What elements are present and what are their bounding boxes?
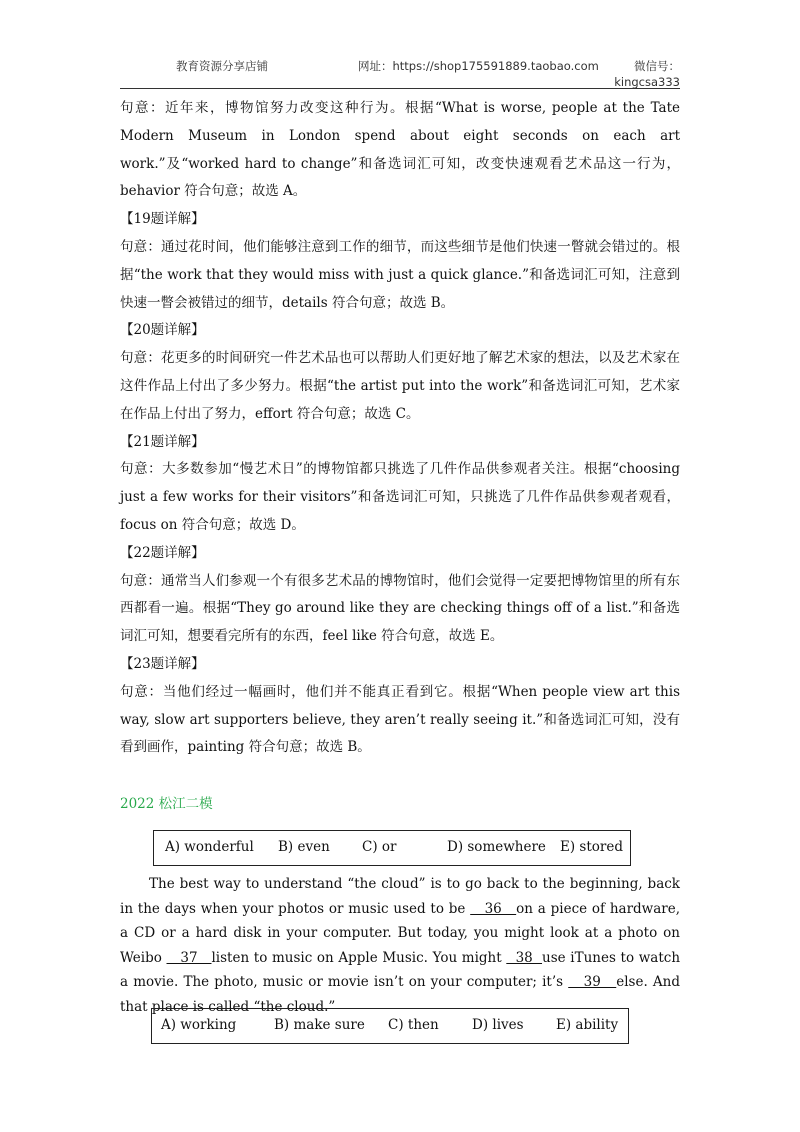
word-option: A) wonderful	[165, 839, 254, 855]
blank-38: 38	[506, 949, 543, 966]
word-option: E) stored	[560, 839, 623, 855]
word-option: D) lives	[472, 1017, 524, 1033]
word-option: B) make sure	[274, 1017, 365, 1033]
shop-name: 教育资源分享店铺	[176, 59, 268, 73]
word-option: A) working	[161, 1017, 237, 1033]
passage-text: listen to music on Apple Music. You might	[211, 949, 507, 966]
passage-text: on a piece of hardware, a CD or a hard disk in your computer. But today, you might look at a photo on Weibo	[120, 900, 681, 966]
question-heading: 【23题详解】	[120, 655, 205, 672]
word-option: B) even	[278, 839, 330, 855]
blank-39: 39	[568, 974, 617, 990]
wechat-id: kingcsa333	[614, 75, 680, 89]
explanation-content	[120, 95, 680, 762]
question-heading: 【22题详解】	[120, 544, 205, 561]
shop-url: 网址：https://shop175591889.taobao.com	[358, 59, 599, 73]
word-option: E) ability	[556, 1017, 619, 1033]
word-bank-1	[153, 830, 631, 866]
question-heading: 【19题详解】	[120, 211, 205, 228]
word-option: D) somewhere	[447, 839, 546, 855]
blank-37: 37	[166, 949, 212, 966]
passage-text: else. And that place is called “the cloud.”	[120, 974, 680, 1015]
passage-text: The best way to understand “the cloud” is to go back to the beginning, back in the days when your photos or music used to be	[120, 876, 680, 917]
word-option: C) or	[362, 839, 397, 855]
paragraph: 句意：通过花时间，他们能够注意到工作的细节，而这些细节是他们快速一瞥就会错过的。根据“the work that they would miss with just a quick glance.”和备选词汇可知，注意到快速一瞥会被错过的细节，details 符合句意；故选 B。	[120, 238, 680, 311]
question-heading: 【20题详解】	[120, 322, 205, 339]
wechat-info	[614, 58, 680, 90]
paragraph: 句意：当他们经过一幅画时，他们并不能真正看到它。根据“When people view art this way, slow art supporters believe, they aren’t really seeing it.”和备选词汇可知，没有看到画作，painting 符合句意；故选 B。	[120, 683, 680, 756]
passage-text: use iTunes to watch a movie. The photo, music or movie isn’t on your computer; it’s	[120, 949, 681, 990]
section-title: 2022 松江二模	[120, 796, 213, 812]
paragraph: 句意：通常当人们参观一个有很多艺术品的博物馆时，他们会觉得一定要把博物馆里的所有东西都看一遍。根据“They go around like they are checking things off of a list.”和备选词汇可知，想要看完所有的东西，feel like 符合句意，故选 E。	[120, 572, 680, 645]
question-heading: 【21题详解】	[120, 433, 205, 450]
page-header	[120, 58, 680, 89]
cloze-passage	[120, 872, 680, 1019]
paragraph: 句意：大多数参加“慢艺术日”的博物馆都只挑选了几件作品供参观者关注。根据“choosing just a few works for their visitors”和备选词汇可知，只挑选了几件作品供参观者观看，focus on 符合句意；故选 D。	[120, 461, 680, 533]
word-bank-2	[151, 1008, 629, 1044]
word-option: C) then	[388, 1017, 439, 1033]
paragraph: 句意：近年来，博物馆努力改变这种行为。根据“What is worse, people at the Tate Modern Museum in London spend about eight seconds on each art work.”及“worked hard to change”和备选词汇可知，改变快速观看艺术品这一行为，behavior 符合句意；故选 A。	[120, 100, 680, 200]
paragraph: 句意：花更多的时间研究一件艺术品也可以帮助人们更好地了解艺术家的想法，以及艺术家在这件作品上付出了多少努力。根据“the artist put into the work”和备选词汇可知，艺术家在作品上付出了努力，effort 符合句意；故选 C。	[120, 350, 680, 422]
wechat-label: 微信号：	[634, 59, 680, 73]
blank-36: 36	[470, 900, 517, 917]
